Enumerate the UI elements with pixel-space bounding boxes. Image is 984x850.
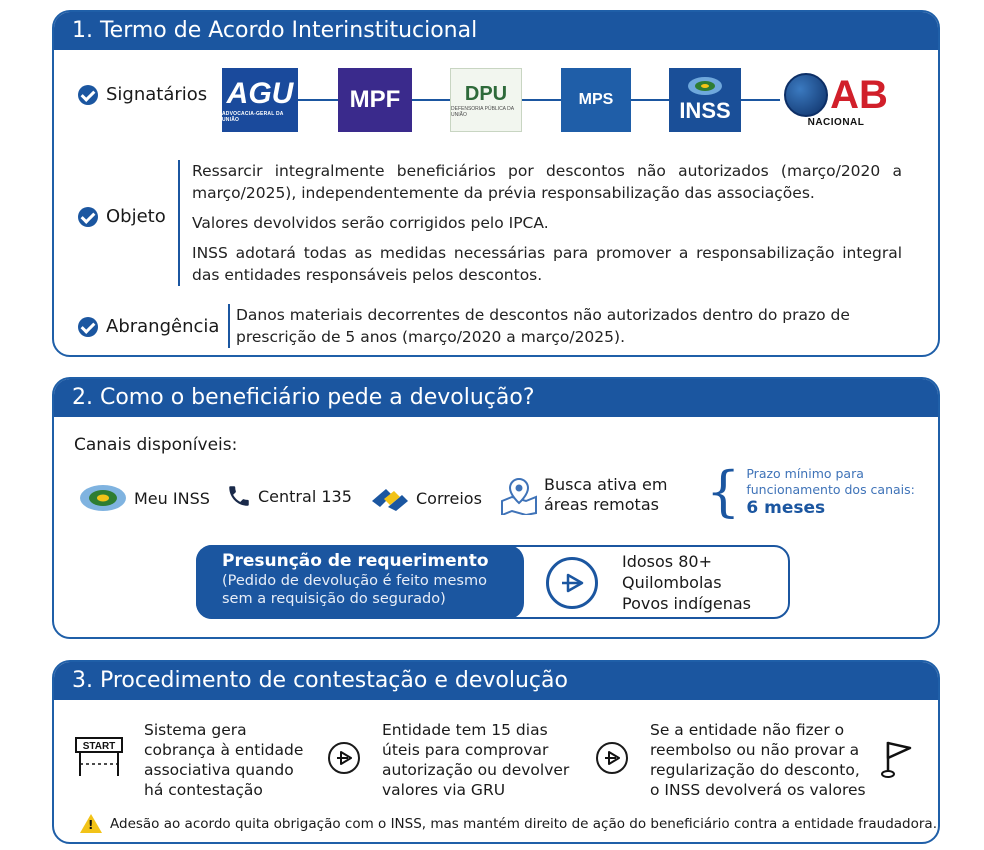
check-icon <box>78 317 98 337</box>
meu-inss-icon <box>78 483 128 513</box>
abrangencia-text: Danos materiais decorrentes de descontos não autorizados dentro do prazo de prescrição de 5 anos (março/2020 a março/2025). <box>228 304 888 348</box>
section1-title: 1. Termo de Acordo Interinstitucional <box>54 12 938 50</box>
canal-correios: Correios <box>370 483 482 513</box>
presuncao-box: Presunção de requerimento (Pedido de devolução é feito mesmo sem a requisição do segurado) <box>196 545 524 619</box>
svg-text:START: START <box>82 741 116 752</box>
objeto-row <box>78 206 166 227</box>
step-3: Se a entidade não fizer o reembolso ou não provar a regularização do desconto, o INSS devolverá os valores <box>650 721 866 799</box>
correios-icon <box>370 483 410 513</box>
play-arrow-icon <box>596 742 628 774</box>
prazo-minimo: { Prazo mínimo para funcionamento dos canais: 6 meses <box>706 460 915 523</box>
oab-globe-icon <box>784 73 828 117</box>
logo-connector <box>522 99 561 101</box>
objeto-label: Objeto <box>106 206 166 227</box>
section2-title: 2. Como o beneficiário pede a devolução? <box>54 379 938 417</box>
step-1: Sistema gera cobrança à entidade associativa quando há contestação <box>144 721 304 799</box>
check-icon <box>78 85 98 105</box>
section-como-pedir <box>52 377 940 639</box>
section3-title: 3. Procedimento de contestação e devolução <box>54 662 938 700</box>
canal-meu-inss: Meu INSS <box>78 483 210 513</box>
oab-logo: AB NACIONAL <box>780 68 892 132</box>
abrangencia-row <box>78 316 219 337</box>
agu-logo: AGU ADVOCACIA-GERAL DA UNIÃO <box>222 68 298 132</box>
objeto-text: Ressarcir integralmente beneficiários por descontos não autorizados (março/2020 a março/2025), independentemente da prévia responsabilização das associações. Valores devolvidos serão corrigidos pelo IPCA. INSS adotará todas as medidas necessárias para promover a responsabilização integral das entidades responsáveis pelos descontos. <box>178 160 902 286</box>
canal-central-135: Central 135 <box>226 483 352 509</box>
presuncao-list: Idosos 80+ Quilombolas Povos indígenas <box>622 552 752 613</box>
section-termo-acordo <box>52 10 940 357</box>
logo-connector <box>741 99 780 101</box>
mpf-logo: MPF <box>338 68 412 132</box>
canal-busca-ativa: Busca ativa em áreas remotas <box>500 475 667 515</box>
mps-logo: MPS <box>561 68 631 132</box>
logo-connector <box>412 99 450 101</box>
inss-mark-icon <box>686 76 724 96</box>
inss-logo: INSS <box>669 68 741 132</box>
start-line-icon <box>74 736 124 778</box>
flag-icon <box>880 738 916 780</box>
play-arrow-icon <box>546 557 598 609</box>
phone-icon <box>226 483 252 509</box>
warning-icon: ! <box>80 814 102 833</box>
play-arrow-icon <box>328 742 360 774</box>
canais-title: Canais disponíveis: <box>74 435 238 455</box>
step-2: Entidade tem 15 dias úteis para comprovar autorização ou devolver valores via GRU <box>382 721 570 799</box>
dpu-logo: DPU DEFENSORIA PÚBLICA DA UNIÃO <box>450 68 522 132</box>
signatarios-row <box>78 84 207 105</box>
logo-connector <box>631 99 669 101</box>
logo-connector <box>298 99 338 101</box>
presuncao-card <box>196 545 790 619</box>
footer-note: ! Adesão ao acordo quita obrigação com o INSS, mas mantém direito de ação do beneficiário contra a entidade fraudadora. <box>80 814 937 833</box>
section-procedimento <box>52 660 940 844</box>
map-pin-icon <box>500 475 538 515</box>
abrangencia-label: Abrangência <box>106 316 220 337</box>
brace-icon: { <box>706 460 741 523</box>
check-icon <box>78 207 98 227</box>
signatarios-label: Signatários <box>106 84 208 105</box>
